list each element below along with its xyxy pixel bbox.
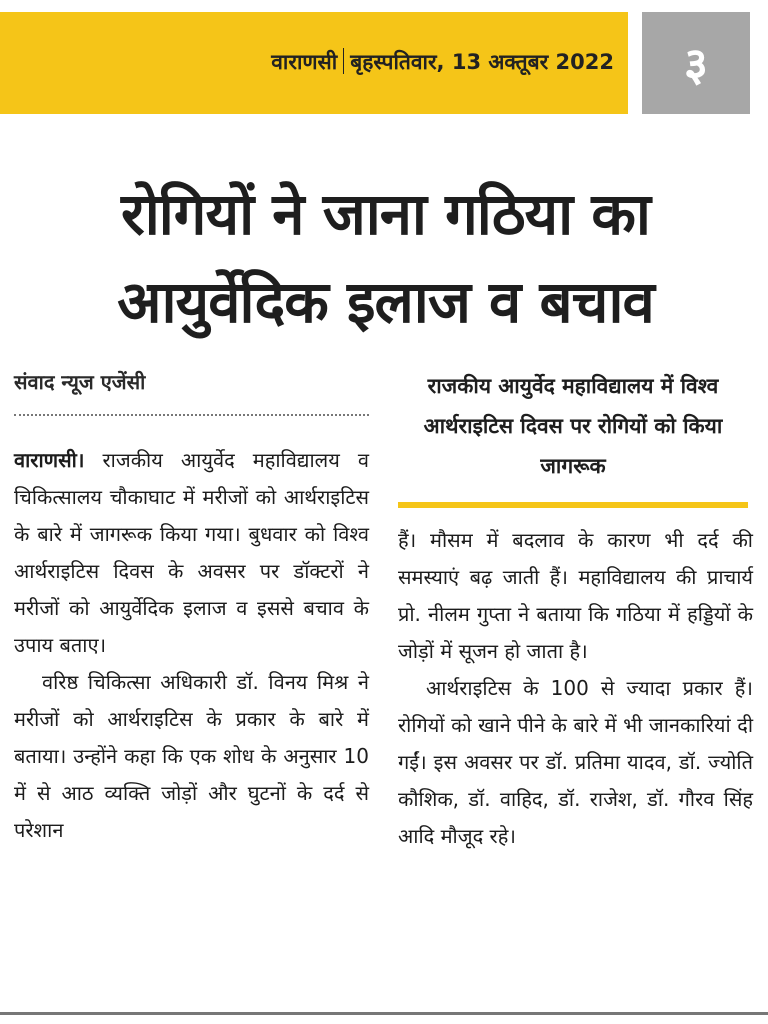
article-column-left	[14, 442, 369, 849]
byline-divider	[14, 414, 369, 416]
article-paragraph-3: हैं। मौसम में बदलाव के कारण भी दर्द की समस्याएं बढ़ जाती हैं। महाविद्यालय की प्राचार्य प्रो. नीलम गुप्ता ने बताया कि गठिया में हड्डियों के जोड़ों में सूजन हो जाता है।	[398, 528, 753, 663]
subheadline-underline	[398, 502, 748, 508]
header-separator	[343, 48, 344, 74]
dateline: वाराणसी।	[14, 448, 85, 472]
headline-line-2: आयुर्वेदिक इलाज व बचाव	[117, 268, 654, 336]
subheadline: राजकीय आयुर्वेद महाविद्यालय में विश्व आर्थराइटिस दिवस पर रोगियों को किया जागरूक	[423, 374, 723, 478]
paragraph-1-text: राजकीय आयुर्वेद महाविद्यालय व चिकित्सालय चौकाघाट में मरीजों को आर्थराइटिस के बारे में जागरूक किया गया। बुधवार को विश्व आर्थराइटिस दिवस के अवसर पर डॉक्टरों ने मरीजों को आयुर्वेदिक इलाज व इससे बचाव के उपाय बताए।	[14, 448, 369, 657]
header-date: बृहस्पतिवार, 13 अक्तूबर 2022	[350, 50, 614, 74]
article-paragraph-4: आर्थराइटिस के 100 से ज्यादा प्रकार हैं। रोगियों को खाने पीने के बारे में भी जानकारियां दी गईं। इस अवसर पर डॉ. प्रतिमा यादव, डॉ. ज्योति कौशिक, डॉ. वाहिद, डॉ. राजेश, डॉ. गौरव सिंह आदि मौजूद रहे।	[398, 676, 753, 848]
article-paragraph-1	[14, 442, 369, 664]
byline: संवाद न्यूज एजेंसी	[14, 370, 146, 394]
header-city: वाराणसी	[271, 50, 338, 74]
header-dateline	[271, 48, 614, 76]
article-column-right	[398, 522, 753, 855]
page-number: ३	[684, 37, 708, 91]
bottom-divider	[0, 1012, 768, 1015]
headline	[18, 170, 753, 346]
headline-line-1: रोगियों ने जाना गठिया का	[121, 180, 650, 248]
article-paragraph-2: वरिष्ठ चिकित्सा अधिकारी डॉ. विनय मिश्र ने मरीजों को आर्थराइटिस के प्रकार के बारे में बताया। उन्होंने कहा कि एक शोध के अनुसार 10 में से आठ व्यक्ति जोड़ों और घुटनों के दर्द से परेशान	[14, 670, 369, 842]
header-bar	[0, 12, 628, 114]
page-number-box	[642, 12, 750, 114]
